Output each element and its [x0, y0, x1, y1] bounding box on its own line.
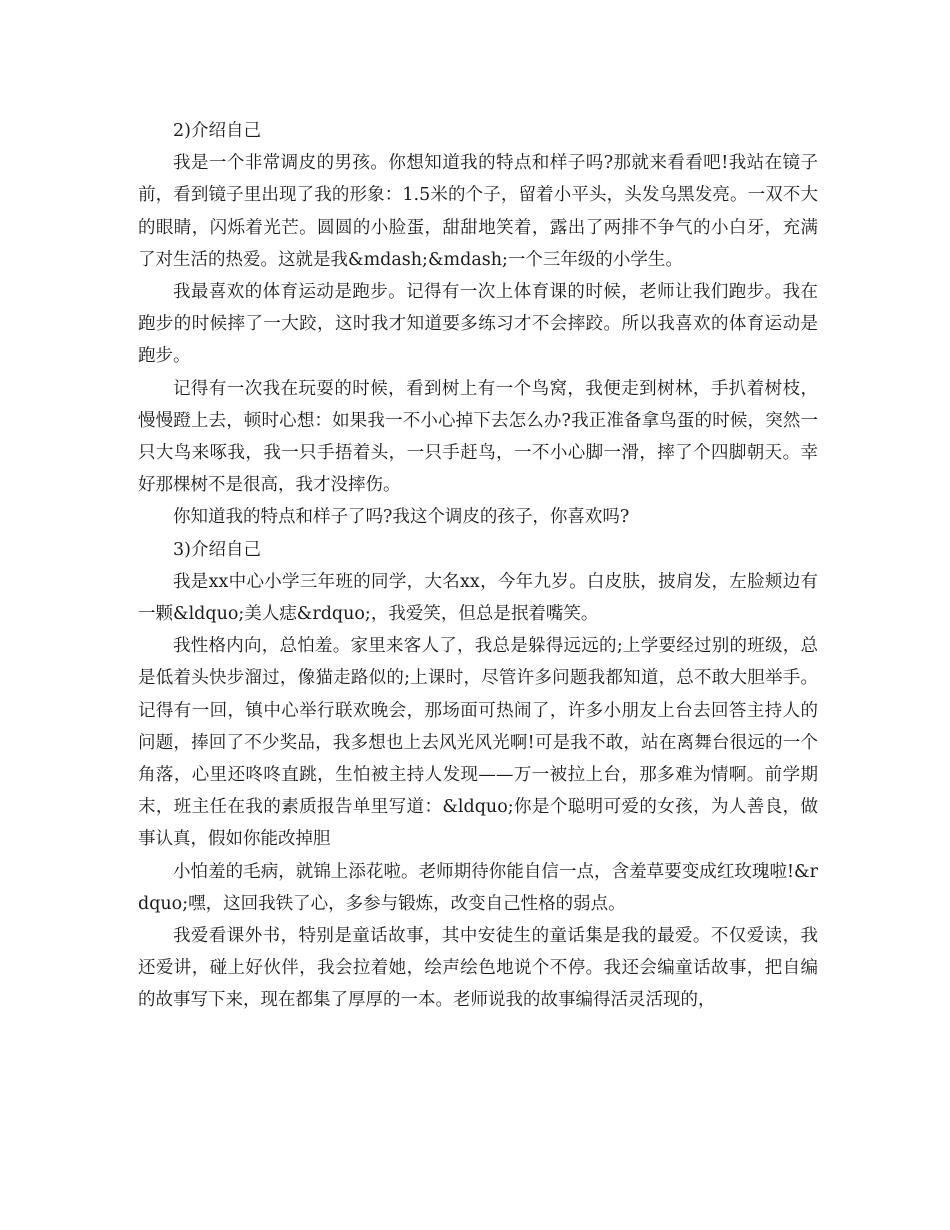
paragraph-reading-stories: 我爱看课外书，特别是童话故事，其中安徒生的童话集是我的最爱。不仅爱读，我还爱讲，碰上好伙伴，我会拉着她，绘声绘色地说个不停。我还会编童话故事，把自编的故事写下来，现在都集了厚厚的一本。老师说我的故事编得活灵活现的， — [138, 926, 818, 1011]
section-heading-2: 2)介绍自己 — [173, 121, 261, 141]
paragraph-introduction: 我是xx中心小学三年班的同学，大名xx，今年九岁。白皮肤，披肩发，左脸颊边有一颗&ldquo;美人痣&rdquo;，我爱笑，但总是抿着嘴笑。 — [138, 571, 818, 625]
paragraph-teacher-comment: 小怕羞的毛病，就锦上添花啦。老师期待你能自信一点，含羞草要变成红玫瑰啦!&rdquo;嘿，这回我铁了心，多参与锻炼，改变自己性格的弱点。 — [138, 861, 818, 914]
section-heading-3: 3)介绍自己 — [173, 539, 261, 560]
document-body — [138, 115, 818, 1017]
paragraph-bird-nest: 记得有一次我在玩耍的时候，看到树上有一个鸟窝，我便走到树林，手扒着树枝，慢慢蹬上去，顿时心想：如果我一不小心掉下去怎么办?我正准备拿鸟蛋的时候，突然一只大鸟来啄我，我一只手捂着头，一只手赶鸟，一不小心脚一滑，摔了个四脚朝天。幸好那棵树不是很高，我才没摔伤。 — [138, 378, 818, 496]
paragraph-self-portrait: 我是一个非常调皮的男孩。你想知道我的特点和样子吗?那就来看看吧!我站在镜子前，看到镜子里出现了我的形象：1.5米的个子，留着小平头，头发乌黑发亮。一双不大的眼睛，闪烁着光芒。圆圆的小脸蛋，甜甜地笑着，露出了两排不争气的小白牙，充满了对生活的热爱。这就是我&mdash;&mdash;一个三年级的小学生。 — [138, 153, 818, 270]
paragraph-question: 你知道我的特点和样子了吗?我这个调皮的孩子，你喜欢吗? — [173, 507, 630, 528]
paragraph-running: 我最喜欢的体育运动是跑步。记得有一次上体育课的时候，老师让我们跑步。我在跑步的时候摔了一大跤，这时我才知道要多练习才不会摔跤。所以我喜欢的体育运动是跑步。 — [138, 282, 818, 367]
paragraph-shy-personality: 我性格内向，总怕羞。家里来客人了，我总是躲得远远的;上学要经过别的班级，总是低着头快步溜过，像猫走路似的;上课时，尽管许多问题我都知道，总不敢大胆举手。记得有一回，镇中心举行联欢晚会，那场面可热闹了，许多小朋友上台去回答主持人的问题，捧回了不少奖品，我多想也上去风光风光啊!可是我不敢，站在离舞台很远的一个角落，心里还咚咚直跳，生怕被主持人发现——万一被拉上台，那多难为情啊。前学期末，班主任在我的素质报告单里写道：&ldquo;你是个聪明可爱的女孩，为人善良，做事认真，假如你能改掉胆 — [138, 636, 818, 850]
